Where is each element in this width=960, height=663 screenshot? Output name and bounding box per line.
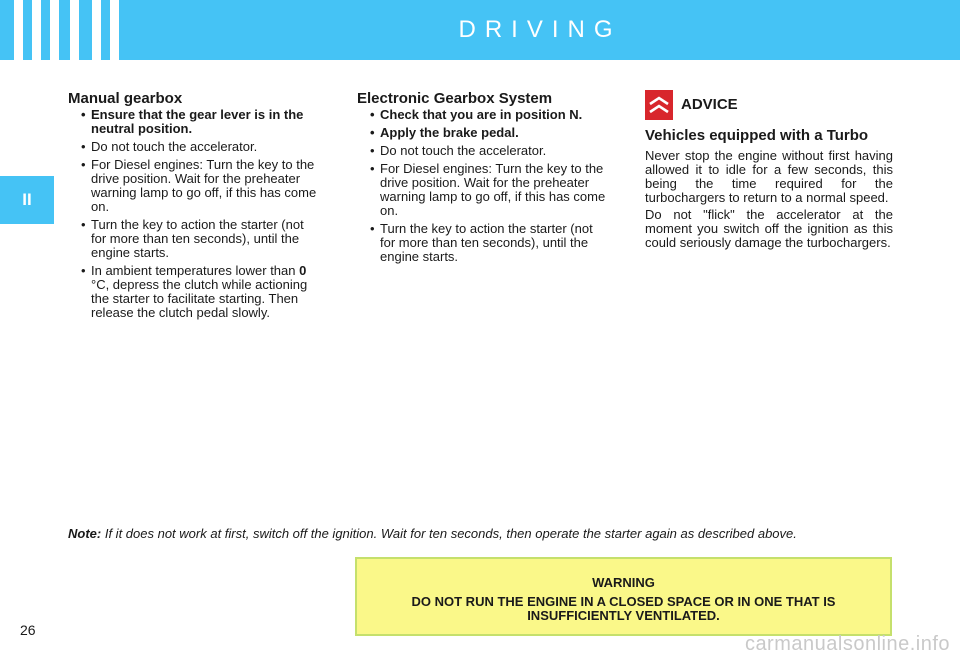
manual-gearbox-section xyxy=(68,90,318,324)
citroen-logo-icon xyxy=(645,90,673,120)
header-stripe xyxy=(14,0,23,60)
electronic-gearbox-section xyxy=(357,90,607,268)
chapter-tab: II xyxy=(0,176,54,224)
manual-gearbox-heading: Manual gearbox xyxy=(68,90,183,107)
header-band xyxy=(0,0,960,60)
advice-header xyxy=(645,90,893,120)
temperature-value: 0 xyxy=(299,263,307,278)
manual-gearbox-list xyxy=(79,108,318,320)
list-item xyxy=(79,264,318,320)
advice-paragraph: Do not "flick" the accelerator at the moment you switch off the ignition as this could seriously damage the turbochargers. xyxy=(645,207,893,250)
warning-title: WARNING xyxy=(592,575,655,590)
header-stripe xyxy=(70,0,79,60)
advice-box xyxy=(645,90,893,253)
note-label: Note: xyxy=(68,526,102,541)
list-item: • Turn the key to action the starter (not for more than ten seconds), until the engine starts. xyxy=(79,218,318,260)
advice-paragraph: Never stop the engine without first having allowed it to idle for a few seconds, this being the time required for the turbochargers to return to a normal speed. xyxy=(645,148,893,205)
electronic-gearbox-list xyxy=(368,108,607,264)
watermark: carmanualsonline.info xyxy=(744,633,950,655)
warning-box xyxy=(355,557,892,636)
section-title: DRIVING xyxy=(458,16,622,43)
list-item-text: In ambient temperatures lower than xyxy=(91,263,300,278)
note xyxy=(68,527,893,541)
header-stripe xyxy=(92,0,101,60)
warning-text: DO NOT RUN THE ENGINE IN A CLOSED SPACE OR IN ONE THAT IS INSUFFICIENTLY VENTILATED. xyxy=(411,594,836,623)
header-stripe xyxy=(32,0,41,60)
list-item: • For Diesel engines: Turn the key to the drive position. Wait for the preheater warning lamp to go off, if this has come on. xyxy=(368,162,607,218)
list-item: • Do not touch the accelerator. xyxy=(79,140,318,154)
list-item: • Check that you are in position N. xyxy=(368,108,607,122)
header-stripe xyxy=(110,0,119,60)
list-item: • For Diesel engines: Turn the key to the drive position. Wait for the preheater warning lamp to go off, if this has come on. xyxy=(79,158,318,214)
note-text: If it does not work at first, switch off the ignition. Wait for ten seconds, then operate the starter again as described above. xyxy=(104,526,797,541)
list-item: • Turn the key to action the starter (not for more than ten seconds), until the engine starts. xyxy=(368,222,607,264)
list-item: • Ensure that the gear lever is in the neutral position. xyxy=(79,108,318,136)
header-stripe xyxy=(50,0,59,60)
page-number: 26 xyxy=(20,622,36,638)
list-item: • Do not touch the accelerator. xyxy=(368,144,607,158)
list-item: • Apply the brake pedal. xyxy=(368,126,607,140)
electronic-gearbox-heading: Electronic Gearbox System xyxy=(357,90,553,107)
list-item-text: °C, depress the clutch while actioning the starter to facilitate starting. Then release the clutch pedal slowly. xyxy=(91,277,308,320)
advice-label: ADVICE xyxy=(681,96,738,113)
advice-subtitle: Vehicles equipped with a Turbo xyxy=(645,127,869,144)
